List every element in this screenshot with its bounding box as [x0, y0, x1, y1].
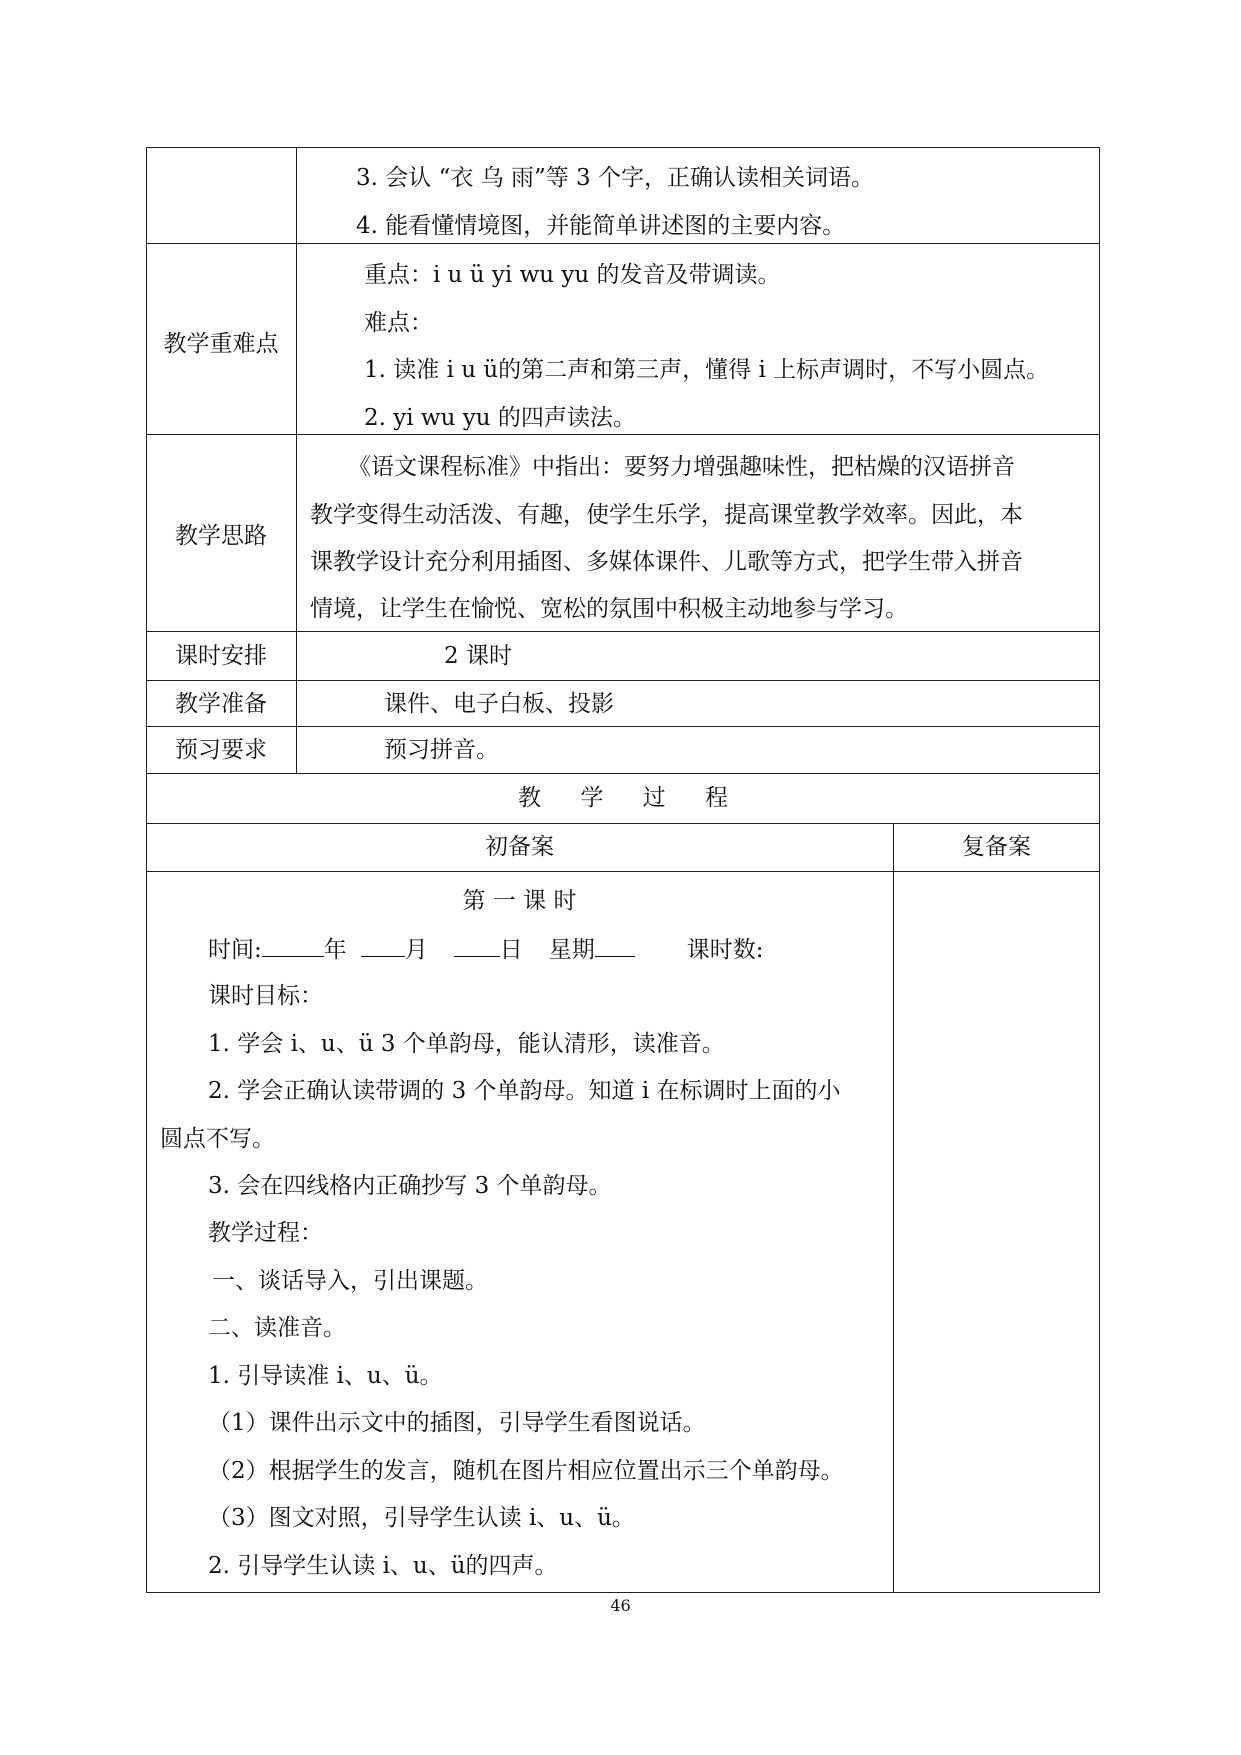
difficult-title: 难点： [364, 310, 433, 336]
objective-4: 4. 能看懂情境图，并能简单讲述图的主要内容。 [356, 213, 846, 239]
key-point: 重点：i u ü yi wu yu 的发音及带调读。 [364, 262, 781, 288]
difficult-1: 1. 读准 i u ü的第二声和第三声，懂得 i 上标声调时，不写小圆点。 [364, 357, 1050, 383]
month-blank [361, 934, 405, 957]
schedule-label: 课时安排 [175, 643, 267, 669]
page-number: 46 [610, 1596, 631, 1615]
month-label: 月 [404, 937, 428, 963]
goal-title: 课时目标： [208, 983, 323, 1009]
objective-3: 3. 会认 “衣 乌 雨”等 3 个字，正确认读相关词语。 [356, 165, 874, 191]
row-divider [146, 726, 1100, 727]
step-2-1: 1. 引导读准 i、u、ü。 [208, 1363, 443, 1389]
goal-3: 3. 会在四线格内正确抄写 3 个单韵母。 [208, 1173, 612, 1199]
row-divider [146, 243, 1100, 244]
teaching-idea-line: 情境，让学生在愉悦、宽松的氛围中积极主动地参与学习。 [310, 596, 908, 622]
weekday-blank [595, 934, 635, 957]
revision-header: 复备案 [962, 834, 1031, 860]
process-title: 教 学 过 程 [518, 785, 728, 811]
label-column-divider [296, 147, 297, 773]
step-1: 一、谈话导入，引出课题。 [212, 1268, 488, 1294]
preparation-label: 教学准备 [175, 691, 267, 717]
first-draft-header: 初备案 [485, 834, 554, 860]
preview-label: 预习要求 [175, 737, 267, 763]
row-divider [146, 631, 1100, 632]
teaching-idea-line: 课教学设计充分利用插图、多媒体课件、儿歌等方式，把学生带入拼音 [310, 549, 1023, 575]
substep-3: （3）图文对照，引导学生认读 i、u、ü。 [208, 1505, 635, 1531]
teaching-idea-line: 教学变得生动活泼、有趣，使学生乐学，提高课堂教学效率。因此，本 [310, 502, 1023, 528]
schedule-value: 2 课时 [444, 643, 512, 669]
day-label: 日 [499, 937, 523, 963]
time-label: 时间: [208, 937, 262, 963]
goal-2: 2. 学会正确认读带调的 3 个单韵母。知道 i 在标调时上面的小 [208, 1078, 841, 1104]
year-blank [262, 934, 324, 957]
step-2-2: 2. 引导学生认读 i、u、ü的四声。 [208, 1553, 558, 1579]
row-divider [146, 434, 1100, 435]
day-blank [454, 934, 500, 957]
row-divider [146, 773, 1100, 774]
substep-1: （1）课件出示文中的插图，引导学生看图说话。 [208, 1410, 706, 1436]
time-line [208, 934, 764, 965]
step-2: 二、读准音。 [208, 1315, 346, 1341]
substep-2: （2）根据学生的发言，随机在图片相应位置出示三个单韵母。 [208, 1458, 844, 1484]
lesson-count-label: 课时数: [686, 937, 764, 963]
revision-column-divider [893, 823, 894, 1593]
lesson-title: 第 一 课 时 [462, 888, 577, 914]
process-label: 教学过程： [208, 1220, 323, 1246]
teaching-idea-label: 教学思路 [175, 523, 267, 549]
row-divider [146, 680, 1100, 681]
weekday-label: 星期 [548, 937, 595, 963]
key-difficult-label: 教学重难点 [163, 331, 279, 357]
row-divider [146, 823, 1100, 824]
preparation-value: 课件、电子白板、投影 [384, 691, 614, 717]
goal-2-cont: 圆点不写。 [160, 1126, 275, 1152]
goal-1: 1. 学会 i、u、ü 3 个单韵母，能认清形，读准音。 [208, 1031, 725, 1057]
preview-value: 预习拼音。 [384, 737, 499, 763]
difficult-2: 2. yi wu yu 的四声读法。 [364, 405, 636, 431]
year-label: 年 [323, 937, 347, 963]
teaching-idea-line: 《语文课程标准》中指出：要努力增强趣味性，把枯燥的汉语拼音 [348, 454, 1015, 480]
row-divider [146, 871, 1100, 872]
